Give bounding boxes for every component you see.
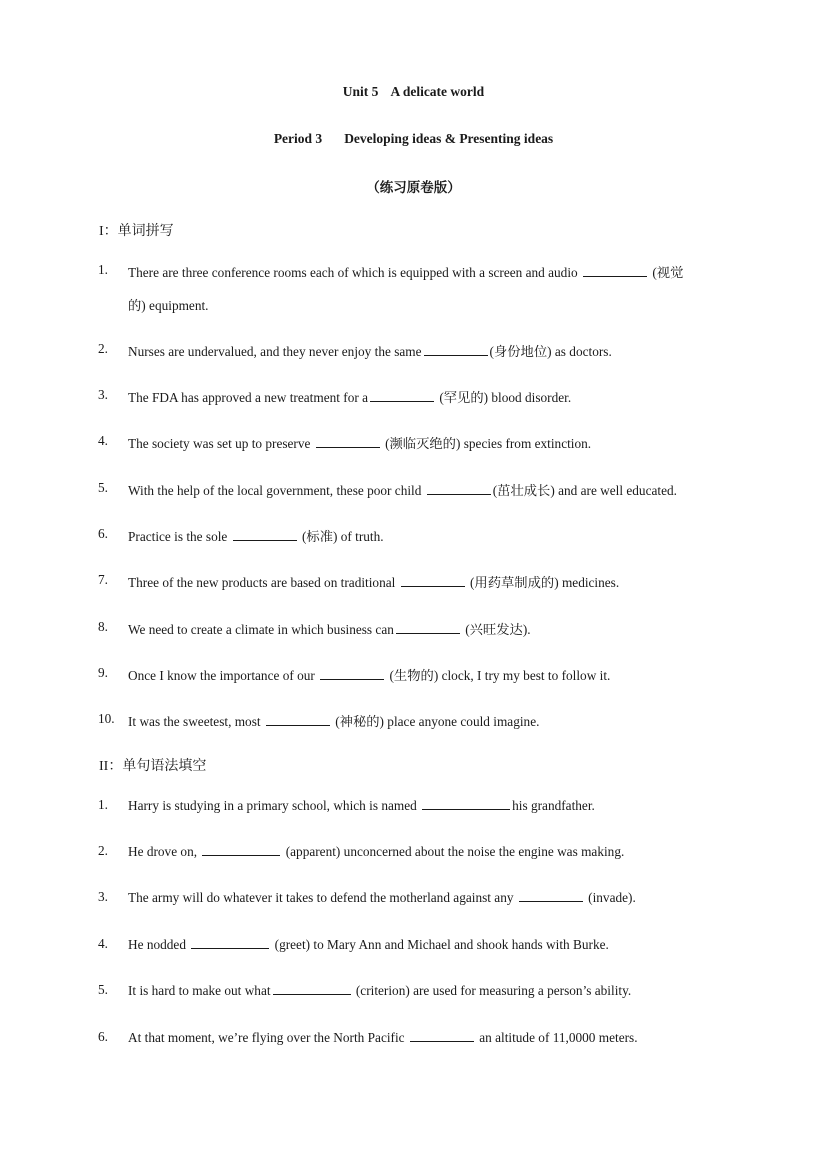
unit-title: Unit 5 A delicate world [342, 84, 485, 99]
answer-blank[interactable] [424, 343, 488, 356]
answer-blank[interactable] [316, 435, 380, 448]
answer-blank[interactable] [320, 667, 384, 680]
answer-blank[interactable] [427, 482, 491, 495]
answer-blank[interactable] [519, 889, 583, 902]
answer-blank[interactable] [191, 936, 269, 949]
period-title: Period 3 Developing ideas & Presenting ideas [273, 131, 554, 146]
worksheet-page: Unit 5 A delicate world Period 3 Developing ideas & Presenting ideas （练习原卷版） I：单词拼写 1. There are three conference rooms each of which is equipped with a screen and audio (视觉 的) equipment. 2. Nurses are undervalued, and they never enjoy the same (身份地位) as doctors. 3. The FDA has approved a new treatment for a (罕见的) blood disorder. 4. The society was set up to preserve (濒临灭绝的) species from extinction. 5. With the help of the local government, these poor child (茁壮成长) and are well educated. 6. Practice is the sole (标准) of truth. 7. Three of the new products are based on traditional (用药草制成的) medicines. 8. We need to create a climate in which business can (兴旺发达). 9. Once I know the importance of our (生物的) clock, I try my best to follow it. 10. It was the sweetest, most (神秘的) place anyone could imagine. II：单句语法填空 1. Harry is studying in a primary school, which is named his grandfather. 2. He drove on, (apparent) unconcerned about the noise the engine was making. 3. The army will do whatever it takes to defend the motherland against any (invade). 4. He nodded (greet) to Mary Ann and Michael and shook hands with Burke. 5. It is hard to make out what (criterion) are used for measuring a person’s ability. 6. At that moment, we’re flying over the North Pacific an altitude of 11,0000 meters. [0, 0, 827, 1169]
answer-blank[interactable] [401, 574, 465, 587]
section-heading-spelling: I：单词拼写 [99, 224, 174, 239]
answer-blank[interactable] [202, 843, 280, 856]
answer-blank[interactable] [583, 264, 647, 277]
answer-blank[interactable] [422, 797, 510, 810]
answer-blank[interactable] [273, 982, 351, 995]
section-heading-grammar: II：单句语法填空 [99, 759, 207, 774]
version-label: （练习原卷版） [366, 180, 461, 195]
answer-blank[interactable] [410, 1029, 474, 1042]
answer-blank[interactable] [370, 389, 434, 402]
answer-blank[interactable] [266, 713, 330, 726]
answer-blank[interactable] [233, 528, 297, 541]
answer-blank[interactable] [396, 621, 460, 634]
